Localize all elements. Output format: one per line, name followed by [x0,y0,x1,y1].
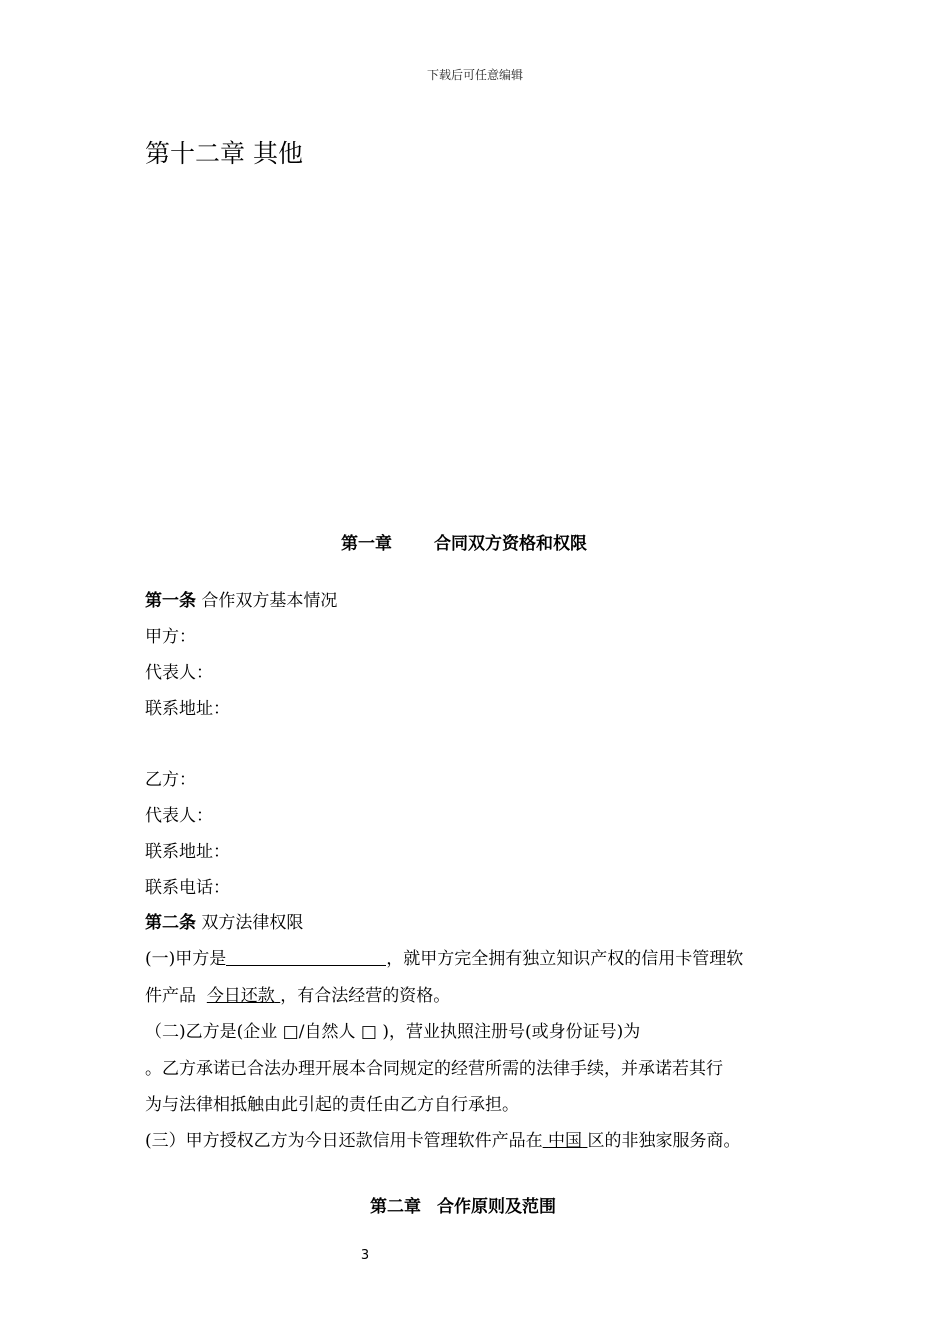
article-1 [145,590,337,612]
chapter-2-title: 合作原则及范围 [437,1197,556,1217]
article-1-title: 合作双方基本情况 [201,591,338,611]
clause-3-prefix: (三）甲方授权乙方为今日还款信用卡管理软件产品在 [145,1131,543,1151]
party-a-rep: 代表人： [145,663,213,683]
article-2-label: 第二条 [145,913,196,933]
chapter-1-heading [341,529,587,554]
party-b-name: 乙方： [145,770,196,790]
party-a-name: 甲方： [145,627,196,647]
clause-3 [145,1130,740,1152]
clause-1-rest: ，就甲方完全拥有独立知识产权的信用卡管理软 [386,949,744,969]
chapter-1-title: 合同双方资格和权限 [434,534,587,554]
toc-chapter-title: 第十二章 其他 [145,139,303,168]
clause-1-line-2 [145,985,450,1007]
article-2-title: 双方法律权限 [201,913,304,933]
page-header: 下载后可任意编辑 [426,68,523,82]
chapter-1-number: 第一章 [341,534,392,554]
clause-1-prefix: (一)甲方是 [145,949,227,969]
party-b-rep: 代表人： [145,806,213,826]
party-a-addr: 联系地址： [145,699,230,719]
party-b-addr: 联系地址： [145,842,230,862]
chapter-2-number: 第二章 [370,1197,421,1217]
clause-1-line2-rest: ，有合法经营的资格。 [280,986,451,1006]
clause-1-product: 今日还款 [206,986,275,1006]
clause-2-line-2: 。乙方承诺已合法办理开展本合同规定的经营所需的法律手续，并承诺若其行 [145,1059,723,1079]
clause-3-region: 中国 [548,1131,583,1151]
clause-1-blank [226,949,386,966]
chapter-2-heading [370,1192,556,1217]
clause-2-line-3: 为与法律相抵触由此引起的责任由乙方自行承担。 [145,1095,519,1115]
clause-1-line2-prefix: 件产品 [145,986,196,1006]
page-number: 3 [360,1248,370,1263]
clause-2-line-1: （二)乙方是(企业 □/自然人 □ )，营业执照注册号(或身份证号)为 [145,1022,641,1042]
clause-1-line-1 [145,948,743,970]
clause-3-suffix: 区的非独家服务商。 [587,1131,741,1151]
article-2 [145,912,303,934]
party-b-phone: 联系电话： [145,878,230,898]
article-1-label: 第一条 [145,591,196,611]
